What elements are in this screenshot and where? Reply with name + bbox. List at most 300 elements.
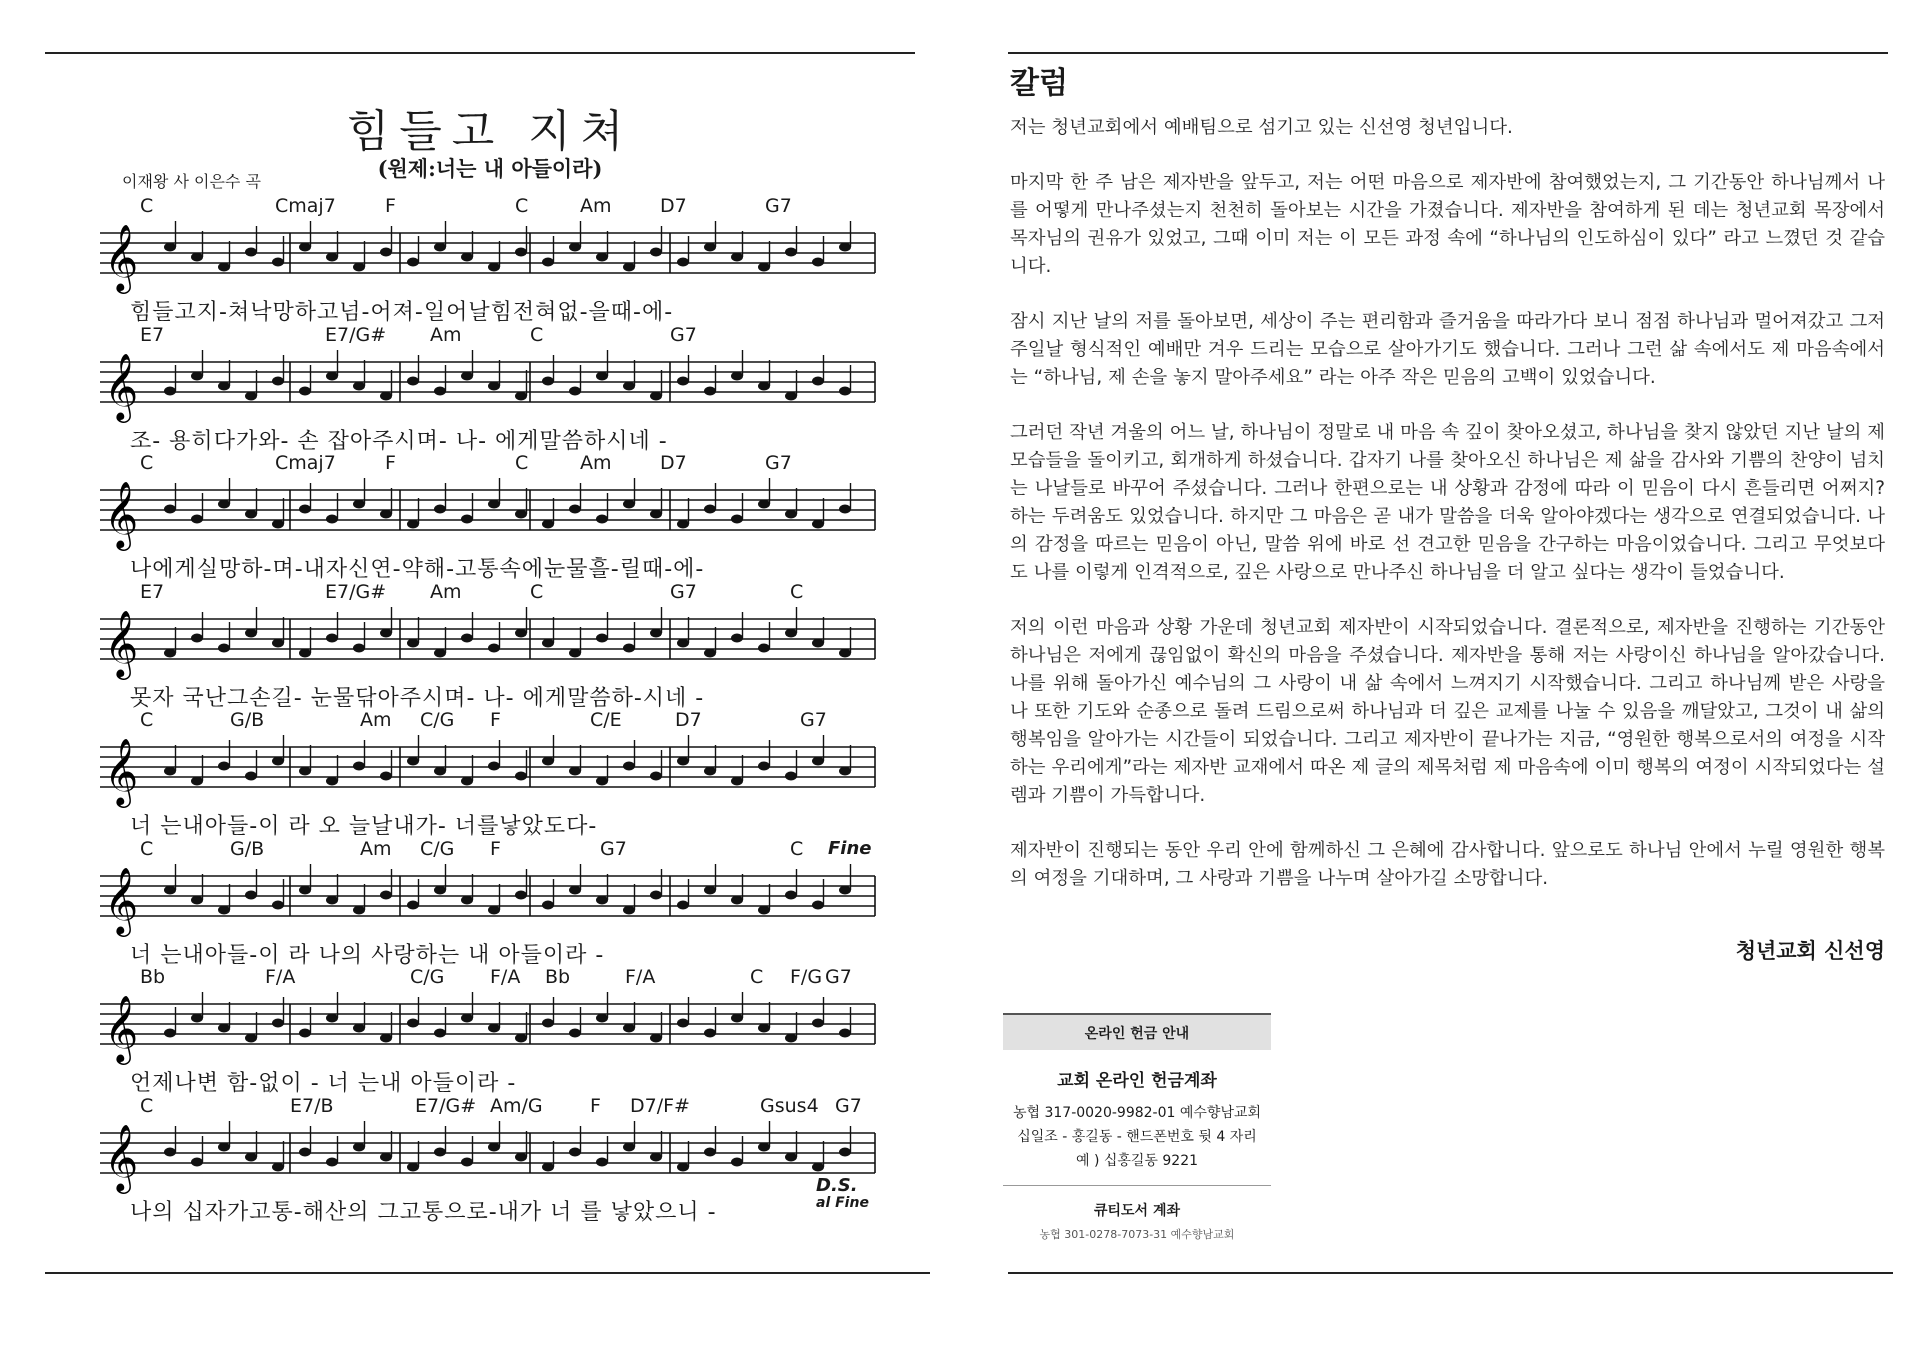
chord-symbol: F/A [265, 966, 296, 988]
chord-symbol: F [385, 195, 396, 217]
note-head [623, 762, 635, 771]
chord-symbol: G7 [800, 709, 827, 731]
note-head [596, 1014, 608, 1023]
note-head [434, 243, 446, 252]
note-head [461, 371, 473, 380]
note-head [488, 1142, 500, 1151]
note-head [380, 628, 392, 637]
lyric-line: 너 는내아들-이 라 나의 사랑하는 내 아들이라 - [130, 942, 605, 968]
note-head [569, 243, 581, 252]
note-head [353, 1142, 365, 1151]
note-head [380, 890, 392, 899]
offering-account: 농협 317-0020-9982-01 예수향남교회 [1012, 1105, 1262, 1121]
note-head [299, 1147, 311, 1156]
note-head [596, 895, 608, 904]
note-head [677, 1162, 689, 1171]
note-head [596, 633, 608, 642]
note-head [191, 253, 203, 262]
note-head [650, 248, 662, 257]
note-head [812, 757, 824, 766]
note-head [299, 1029, 311, 1038]
note-head [515, 772, 527, 781]
note-head [461, 1157, 473, 1166]
note-head [434, 767, 446, 776]
chord-symbol: E7 [140, 323, 165, 346]
note-head [812, 638, 824, 647]
note-head [542, 520, 554, 529]
note-head [785, 890, 797, 899]
note-head [434, 885, 446, 894]
note-head [164, 767, 176, 776]
note-head [704, 885, 716, 894]
note-head [623, 643, 635, 652]
qt-book-title: 큐티도서 계좌 [1093, 1203, 1181, 1219]
note-head [326, 515, 338, 524]
note-head [542, 1162, 554, 1171]
note-head [758, 500, 770, 509]
chord-symbol: Cmaj7 [275, 452, 336, 474]
note-head [407, 376, 419, 385]
note-head [164, 1147, 176, 1156]
note-head [731, 515, 743, 524]
note-head [299, 505, 311, 514]
note-head [650, 628, 662, 637]
note-head [785, 248, 797, 257]
chord-symbol: E7 [140, 580, 165, 603]
chord-symbol: G7 [765, 195, 792, 217]
note-head [677, 638, 689, 647]
note-head [353, 643, 365, 652]
note-head [623, 1024, 635, 1033]
chord-symbol: D7 [660, 195, 687, 217]
note-head [191, 1157, 203, 1166]
note-head [218, 1142, 230, 1151]
staff-lines [100, 195, 880, 295]
staff-lines [100, 452, 880, 552]
note-head [677, 258, 689, 267]
note-head [380, 248, 392, 257]
chord-symbol: E7/G# [415, 1094, 477, 1117]
song-credits: 이재왕 사 이은수 곡 [122, 172, 261, 191]
note-head [839, 1147, 851, 1156]
note-head [245, 772, 257, 781]
staff-lines [100, 324, 880, 424]
note-head [272, 376, 284, 385]
note-head [272, 258, 284, 267]
note-head [407, 1019, 419, 1028]
note-head [245, 510, 257, 519]
note-head [677, 520, 689, 529]
note-head [542, 638, 554, 647]
offering-example: 예 ) 십홍길동 9221 [1075, 1153, 1199, 1169]
note-head [650, 772, 662, 781]
note-head [245, 628, 257, 637]
note-head [218, 263, 230, 272]
note-head [461, 895, 473, 904]
note-head [461, 1014, 473, 1023]
note-head [542, 258, 554, 267]
chord-symbol: C [530, 580, 544, 603]
note-head [731, 1157, 743, 1166]
staff-system [100, 324, 880, 459]
note-head [758, 1024, 770, 1033]
note-head [569, 386, 581, 395]
note-head [326, 895, 338, 904]
note-head [785, 510, 797, 519]
treble-clef-icon: 𝄞 [104, 480, 139, 548]
chord-symbol: F [490, 709, 501, 731]
note-head [380, 1034, 392, 1043]
note-head [812, 376, 824, 385]
note-head [326, 633, 338, 642]
note-head [839, 885, 851, 894]
chord-symbol: Gsus4 [760, 1094, 819, 1117]
note-head [272, 520, 284, 529]
note-head [461, 777, 473, 786]
note-head [353, 1024, 365, 1033]
note-head [488, 381, 500, 390]
chord-symbol: Am [360, 709, 392, 731]
ds-marking: D.S. [816, 1174, 858, 1196]
treble-clef-icon: 𝄞 [104, 865, 139, 934]
note-head [164, 1029, 176, 1038]
chord-symbol: E7/B [290, 1094, 334, 1117]
chord-symbol: G7 [835, 1094, 862, 1117]
note-head [245, 1034, 257, 1043]
note-head [596, 253, 608, 262]
chord-symbol: Bb [545, 966, 571, 988]
chord-symbol: C [515, 195, 529, 217]
note-head [299, 648, 311, 657]
column-title: 칼럼 [1010, 66, 1068, 101]
note-head [650, 890, 662, 899]
note-head [704, 386, 716, 395]
note-head [704, 243, 716, 252]
column-paragraph: 저의 이런 마음과 상황 가운데 청년교회 제자반이 시작되었습니다. 결론적으로, 제자반을 진행하는 기간동안 하나님은 저에게 끊임없이 확신의 마음을 주셨습니다. 제자반을 통해 저는 사랑이신 하나님을 알아갔습니다. 나를 위해 돌아가신 예수님의 그 사랑이 내 삶 속에서 느껴지기 시작했습니다. 그리고 하나님께 받은 사랑을 나 또한 기도와 순종으로 돌려 드림으로써 하나님과 더 깊은 교제를 나눌 수 있음을 깨달았고, 그것이 내 삶의 행복임을 알아가는 시간들이 되었습니다. 그리고 제자반이 끝나가는 지금, “영원한 행복으로서의 여정을 시작하는 우리에게”라는 제자반 교재에서 따온 제 글의 제목처럼 제 마음속에 이미 행복의 여정이 시작되었다는 설렘과 기쁨이 가득합니다. [1010, 617, 1885, 806]
staff-lines [100, 581, 880, 681]
note-head [191, 1014, 203, 1023]
staff-system [100, 838, 880, 973]
column-paragraph: 제자반이 진행되는 동안 우리 안에 함께하신 그 은혜에 감사합니다. 앞으로도 하나님 안에서 누릴 영원한 행복의 여정을 기대하며, 그 사랑과 기쁨을 나누며 살아가길 소망합니다. [1010, 840, 1885, 889]
treble-clef-icon: 𝄞 [104, 994, 139, 1062]
sheet-music [100, 95, 880, 1245]
note-head [299, 885, 311, 894]
note-head [596, 777, 608, 786]
note-head [353, 762, 365, 771]
note-head [785, 628, 797, 637]
chord-symbol: E7/G# [325, 323, 387, 346]
note-head [542, 376, 554, 385]
note-head [299, 386, 311, 395]
chord-symbol: C/G [420, 709, 455, 731]
chord-symbol: Bb [140, 966, 166, 988]
note-head [299, 767, 311, 776]
note-head [353, 905, 365, 914]
lyric-line: 나에게실망하-며-내자신연-약해-고통속에눈물흘-릴때-에- [130, 557, 705, 582]
note-head [407, 638, 419, 647]
note-head [380, 391, 392, 400]
note-head [434, 505, 446, 514]
column-paragraph: 저는 청년교회에서 예배팀으로 섬기고 있는 신선영 청년입니다. [1010, 117, 1513, 138]
note-head [407, 1162, 419, 1171]
note-head [515, 248, 527, 257]
note-head [164, 243, 176, 252]
note-head [704, 1147, 716, 1156]
note-head [407, 258, 419, 267]
note-head [191, 633, 203, 642]
note-head [758, 905, 770, 914]
note-head [731, 371, 743, 380]
note-head [812, 258, 824, 267]
note-head [407, 900, 419, 909]
note-head [218, 500, 230, 509]
note-head [218, 905, 230, 914]
note-head [515, 890, 527, 899]
note-head [569, 505, 581, 514]
note-head [407, 520, 419, 529]
chord-symbol: E7/G# [325, 580, 387, 603]
lyric-line: 조- 용히다가와- 손 잡아주시며- 나- 에게말씀하시네 - [130, 428, 668, 454]
note-head [272, 1162, 284, 1171]
note-head [461, 515, 473, 524]
chord-symbol: C [790, 837, 804, 860]
note-head [839, 243, 851, 252]
column-paragraph: 마지막 한 주 남은 제자반을 앞두고, 저는 어떤 마음으로 제자반에 참여했었는지, 그 기간동안 하나님께서 나를 어떻게 만나주셨는지 천천히 돌아보는 시간을 가졌습니다. 제자반을 참여하게 된 데는 청년교회 목장에서 목자님의 권유가 있었고, 그때 이미 저는 이 모든 과정 속에 “하나님의 인도하심이 있다” 라고 느꼈던 것 같습니다. [1010, 172, 1885, 277]
note-head [218, 643, 230, 652]
note-head [596, 1157, 608, 1166]
chord-symbol: Am [580, 195, 612, 217]
note-head [542, 757, 554, 766]
note-head [488, 905, 500, 914]
staff-system [100, 966, 880, 1101]
note-head [812, 1162, 824, 1171]
chord-symbol: C [140, 195, 154, 217]
note-head [704, 1029, 716, 1038]
note-head [704, 648, 716, 657]
note-head [434, 1147, 446, 1156]
chord-symbol: C [515, 452, 529, 474]
note-head [731, 633, 743, 642]
note-head [272, 900, 284, 909]
note-head [812, 520, 824, 529]
note-head [650, 1152, 662, 1161]
note-head [677, 1019, 689, 1028]
chord-symbol: F/G [790, 966, 823, 988]
lyric-line: 언제나변 함-없이 - 너 는내 아들이라 - [130, 1071, 517, 1096]
lyric-line: 너 는내아들-이 라 오 늘날내가- 너를낳았도다- [130, 814, 598, 839]
note-head [758, 263, 770, 272]
treble-clef-icon: 𝄞 [104, 351, 139, 420]
note-head [164, 885, 176, 894]
note-head [245, 890, 257, 899]
note-head [326, 777, 338, 786]
chord-symbol: G7 [600, 837, 627, 860]
note-head [164, 648, 176, 657]
note-head [623, 905, 635, 914]
chord-symbol: C/G [420, 837, 455, 860]
note-head [515, 391, 527, 400]
column-article [1010, 58, 1885, 920]
staff-system [100, 581, 880, 716]
al-fine-marking: al Fine [816, 1194, 869, 1211]
offering-divider [1003, 1185, 1271, 1186]
chord-symbol: F [490, 837, 501, 860]
note-head [515, 1152, 527, 1161]
treble-clef-icon: 𝄞 [104, 737, 139, 805]
fine-marking: Fine [828, 837, 872, 859]
note-head [488, 1024, 500, 1033]
note-head [569, 1029, 581, 1038]
note-head [326, 371, 338, 380]
note-head [839, 386, 851, 395]
note-head [245, 1152, 257, 1161]
note-head [731, 895, 743, 904]
note-head [623, 500, 635, 509]
note-head [758, 643, 770, 652]
chord-symbol: D7/F# [630, 1094, 690, 1117]
note-head [704, 767, 716, 776]
treble-clef-icon: 𝄞 [104, 1122, 139, 1191]
right-top-rule [1008, 52, 1888, 54]
note-head [623, 263, 635, 272]
chord-symbol: F/A [490, 966, 521, 988]
chord-symbol: Am [580, 452, 612, 474]
note-head [245, 391, 257, 400]
note-head [272, 757, 284, 766]
chord-symbol: D7 [675, 709, 702, 731]
note-head [461, 253, 473, 262]
note-head [596, 371, 608, 380]
column-paragraph: 잠시 지난 날의 저를 돌아보면, 세상이 주는 편리함과 즐거움을 따라가다 보니 점점 하나님과 멀어져갔고 그저 주일날 형식적인 예배만 겨우 드리는 모습으로 살아가기도 했습니다. 그러나 그런 삶 속에서도 제 마음속에서는 “하나님, 제 손을 놓지 말아주세요” 라는 아주 작은 믿음의 고백이 있었습니다. [1010, 311, 1885, 388]
note-head [677, 376, 689, 385]
qt-book-account: 농협 301-0278-7073-31 예수향남교회 [1039, 1228, 1235, 1241]
note-head [785, 1152, 797, 1161]
offering-info-box [1003, 1013, 1271, 1242]
note-head [650, 391, 662, 400]
note-head [785, 391, 797, 400]
note-head [569, 767, 581, 776]
chord-symbol: Am [430, 323, 462, 346]
note-head [380, 510, 392, 519]
note-head [218, 381, 230, 390]
note-head [515, 510, 527, 519]
note-head [650, 1034, 662, 1043]
note-head [758, 381, 770, 390]
note-head [434, 386, 446, 395]
note-head [353, 263, 365, 272]
note-head [380, 772, 392, 781]
chord-symbol: F [385, 452, 396, 474]
chord-symbol: D7 [660, 452, 687, 474]
lyric-line: 나의 십자가고통-해산의 그고통으로-내가 너 를 낳았으니 - [130, 1199, 717, 1225]
note-head [785, 1034, 797, 1043]
chord-symbol: C [140, 1094, 154, 1117]
note-head [515, 628, 527, 637]
note-head [326, 1157, 338, 1166]
column-paragraph: 그러던 작년 겨울의 어느 날, 하나님이 정말로 내 마음 속 깊이 찾아오셨고, 하나님을 찾지 않았던 지난 날의 제 모습들을 돌이키고, 회개하게 하셨습니다. 갑자기 나를 찾아오신 하나님은 제 삶을 감사와 기쁨의 찬양이 넘치는 나날들로 바꾸어 주셨습니다. 그러나 한편으로는 내 상황과 감정에 따라 이 믿음이 다시 흔들리면 어쩌지? 하는 두려움도 있었습니다. 하지만 그 마음은 곧 내가 말씀을 더욱 알아야겠다는 생각으로 연결되었습니다. 나의 감정을 따르는 믿음이 아닌, 말씀 위에 바로 선 견고한 믿음을 간구하는 마음이었습니다. 그리고 무엇보다도 나를 이렇게 인격적으로, 깊은 사랑으로 만나주신 하나님을 더 알고 싶다는 생각이 들었습니다. [1010, 422, 1885, 583]
lyric-line: 못자 국난그손길- 눈물닦아주시며- 나- 에게말씀하-시네 - [130, 685, 705, 711]
note-head [380, 1152, 392, 1161]
column-signature: 청년교회 신선영 [1735, 939, 1885, 963]
staff-system [100, 1095, 880, 1230]
chord-symbol: G7 [825, 966, 852, 988]
note-head [569, 885, 581, 894]
note-head [191, 371, 203, 380]
note-head [758, 1142, 770, 1151]
treble-clef-icon: 𝄞 [104, 608, 139, 677]
staff-system [100, 195, 880, 330]
note-head [704, 505, 716, 514]
chord-symbol: F [590, 1094, 601, 1117]
note-head [488, 500, 500, 509]
note-head [542, 900, 554, 909]
note-head [623, 1142, 635, 1151]
note-head [677, 900, 689, 909]
chord-symbol: C [140, 452, 154, 474]
note-head [758, 762, 770, 771]
note-head [785, 772, 797, 781]
note-head [218, 1024, 230, 1033]
treble-clef-icon: 𝄞 [104, 223, 139, 291]
offering-title: 교회 온라인 헌금계좌 [1057, 1071, 1217, 1091]
chord-symbol: Am [360, 837, 392, 860]
chord-symbol: C [140, 837, 154, 860]
note-head [353, 381, 365, 390]
chord-symbol: G7 [670, 580, 697, 603]
chord-symbol: C [790, 580, 804, 603]
note-head [272, 638, 284, 647]
note-head [839, 505, 851, 514]
note-head [515, 1034, 527, 1043]
left-bottom-rule [45, 1272, 930, 1274]
song-title: 힘들고 지쳐 [346, 106, 634, 157]
note-head [191, 895, 203, 904]
note-head [461, 633, 473, 642]
note-head [623, 381, 635, 390]
note-head [326, 253, 338, 262]
note-head [542, 1019, 554, 1028]
note-head [731, 1014, 743, 1023]
chord-symbol: G7 [670, 323, 697, 346]
note-head [731, 253, 743, 262]
note-head [164, 386, 176, 395]
right-bottom-rule [1008, 1272, 1893, 1274]
left-top-rule [45, 52, 915, 54]
note-head [488, 762, 500, 771]
chord-symbol: Cmaj7 [275, 195, 336, 217]
note-head [488, 643, 500, 652]
note-head [164, 505, 176, 514]
note-head [326, 1014, 338, 1023]
chord-symbol: Am/G [490, 1094, 543, 1117]
note-head [191, 515, 203, 524]
chord-symbol: C [530, 323, 544, 346]
note-head [569, 1147, 581, 1156]
note-head [407, 757, 419, 766]
note-head [434, 1029, 446, 1038]
note-head [596, 515, 608, 524]
chord-symbol: Am [430, 580, 462, 603]
note-head [299, 243, 311, 252]
note-head [245, 248, 257, 257]
note-head [812, 1019, 824, 1028]
note-head [839, 648, 851, 657]
lyric-line: 힘들고지-쳐낙망하고넘-어져-일어날힘전혀없-을때-에- [130, 300, 674, 325]
chord-symbol: G7 [765, 452, 792, 474]
note-head [569, 648, 581, 657]
note-head [488, 263, 500, 272]
note-head [272, 1019, 284, 1028]
